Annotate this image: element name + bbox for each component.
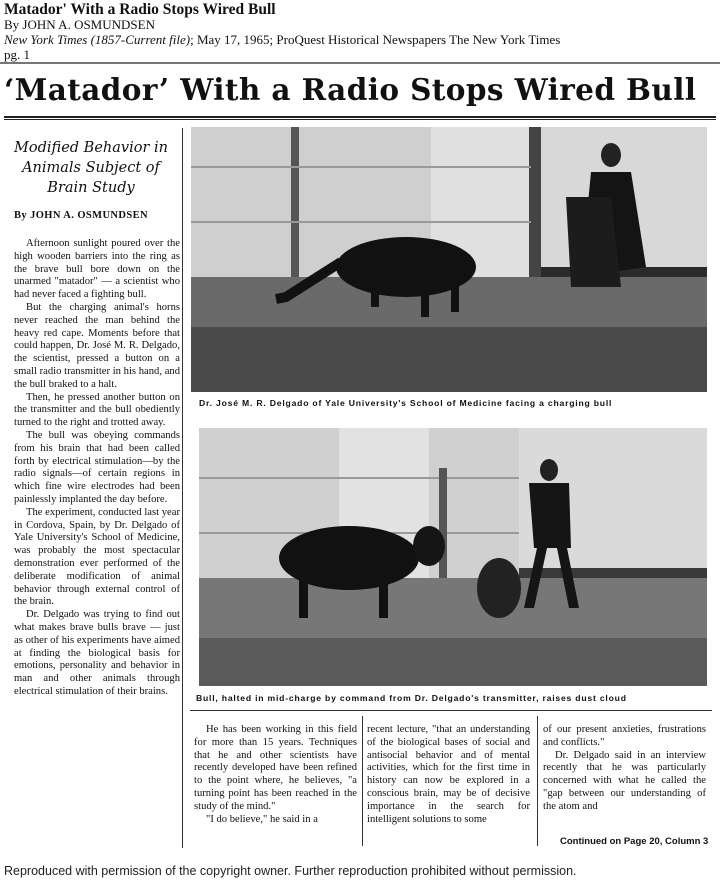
article-column-2 xyxy=(194,724,357,826)
paragraph: But the charging animal's horns never reached the man behind the heavy red cape. Moments before that could happen, Dr. José M. R. Delgado, the scientist, pressed a button on a small radio transmitter in his hand, and the bull braked to a halt. xyxy=(14,301,180,390)
headline-rule-thin xyxy=(4,119,716,120)
paragraph: The bull was obeying commands from his brain that had been called forth by electrical stimulation—by the radio signals—of certain regions in which fine wire electrodes had been painlessly implanted the day before. xyxy=(14,429,180,505)
column-divider xyxy=(362,716,363,846)
paragraph: Dr. Delgado said in an interview recently that he was particularly concerned with what he called the "gap between our understanding of the atom and xyxy=(543,749,706,812)
proquest-source xyxy=(4,32,716,47)
copyright-footer: Reproduced with permission of the copyright owner. Further reproduction prohibited without permission. xyxy=(4,864,577,878)
photo-caption-2: Bull, halted in mid-charge by command from Dr. Delgado's transmitter, raises dust cloud xyxy=(196,693,627,703)
proquest-byline: By JOHN A. OSMUNDSEN xyxy=(4,17,155,32)
paragraph: recent lecture, "that an understanding of the biological bases of social and antisocial behavior and of mental activities, which for the first time in history can now be explored in a conscious brain, may be of decisive importance in the search for intelligent solutions to some xyxy=(367,724,530,825)
column-divider xyxy=(182,128,183,848)
paragraph: Then, he pressed another button on the transmitter and the bull obediently turned to the right and trotted away. xyxy=(14,391,180,429)
article-headline: ‘Matador’ With a Radio Stops Wired Bull xyxy=(4,72,697,107)
proquest-source-publication: New York Times (1857-Current file) xyxy=(4,32,191,47)
article-column-4 xyxy=(543,724,706,814)
paragraph: of our present anxieties, frustrations and conflicts." xyxy=(543,724,706,748)
proquest-header xyxy=(4,2,716,62)
headline-rule xyxy=(4,116,716,118)
article-column-left xyxy=(14,238,180,699)
paragraph: Afternoon sunlight poured over the high wooden barriers into the ring as the brave bull bore down on the unarmed "matador" — a scientist who had never faced a fighting bull. xyxy=(14,238,180,301)
paragraph: "I do believe," he said in a xyxy=(206,813,318,825)
photo-caption-1: Dr. José M. R. Delgado of Yale University's School of Medicine facing a charging bull xyxy=(199,398,613,408)
continued-notice: Continued on Page 20, Column 3 xyxy=(560,836,709,847)
caption-rule xyxy=(190,710,712,711)
photo-charging-bull xyxy=(191,127,707,392)
article-byline: By JOHN A. OSMUNDSEN xyxy=(14,210,149,221)
paragraph: He has been working in this field for more than 15 years. Techniques that he and other scientists have recently developed have been refined to the point where, he believes, "a turning point has been reached in the study of the mind." xyxy=(194,724,357,812)
column-divider xyxy=(537,716,538,846)
paragraph: The experiment, conducted last year in Cordova, Spain, by Dr. Delgado of Yale University's School of Medicine, was probably the most spectacular demonstration ever performed of the deliberate modification of animal behavior through external control of the brain. xyxy=(14,506,180,608)
photo-charging-bull-image xyxy=(191,127,707,392)
article-deck: Modified Behavior in Animals Subject of Brain Study xyxy=(14,140,168,196)
header-divider xyxy=(0,62,720,64)
paragraph: Dr. Delgado was trying to find out what makes brave bulls brave — just as other of his experiments have aimed at finding the biological basis for emotions, personality and behavior in man and other animals through electrical stimulation of their brains. xyxy=(14,609,180,697)
article-column-3 xyxy=(367,724,530,826)
proquest-source-details: ; May 17, 1965; ProQuest Historical Newspapers The New York Times xyxy=(190,32,561,47)
proquest-page: pg. 1 xyxy=(4,47,30,62)
photo-halted-bull-image xyxy=(199,428,707,686)
proquest-title: Matador' With a Radio Stops Wired Bull xyxy=(4,1,276,18)
photo-halted-bull xyxy=(199,428,707,686)
